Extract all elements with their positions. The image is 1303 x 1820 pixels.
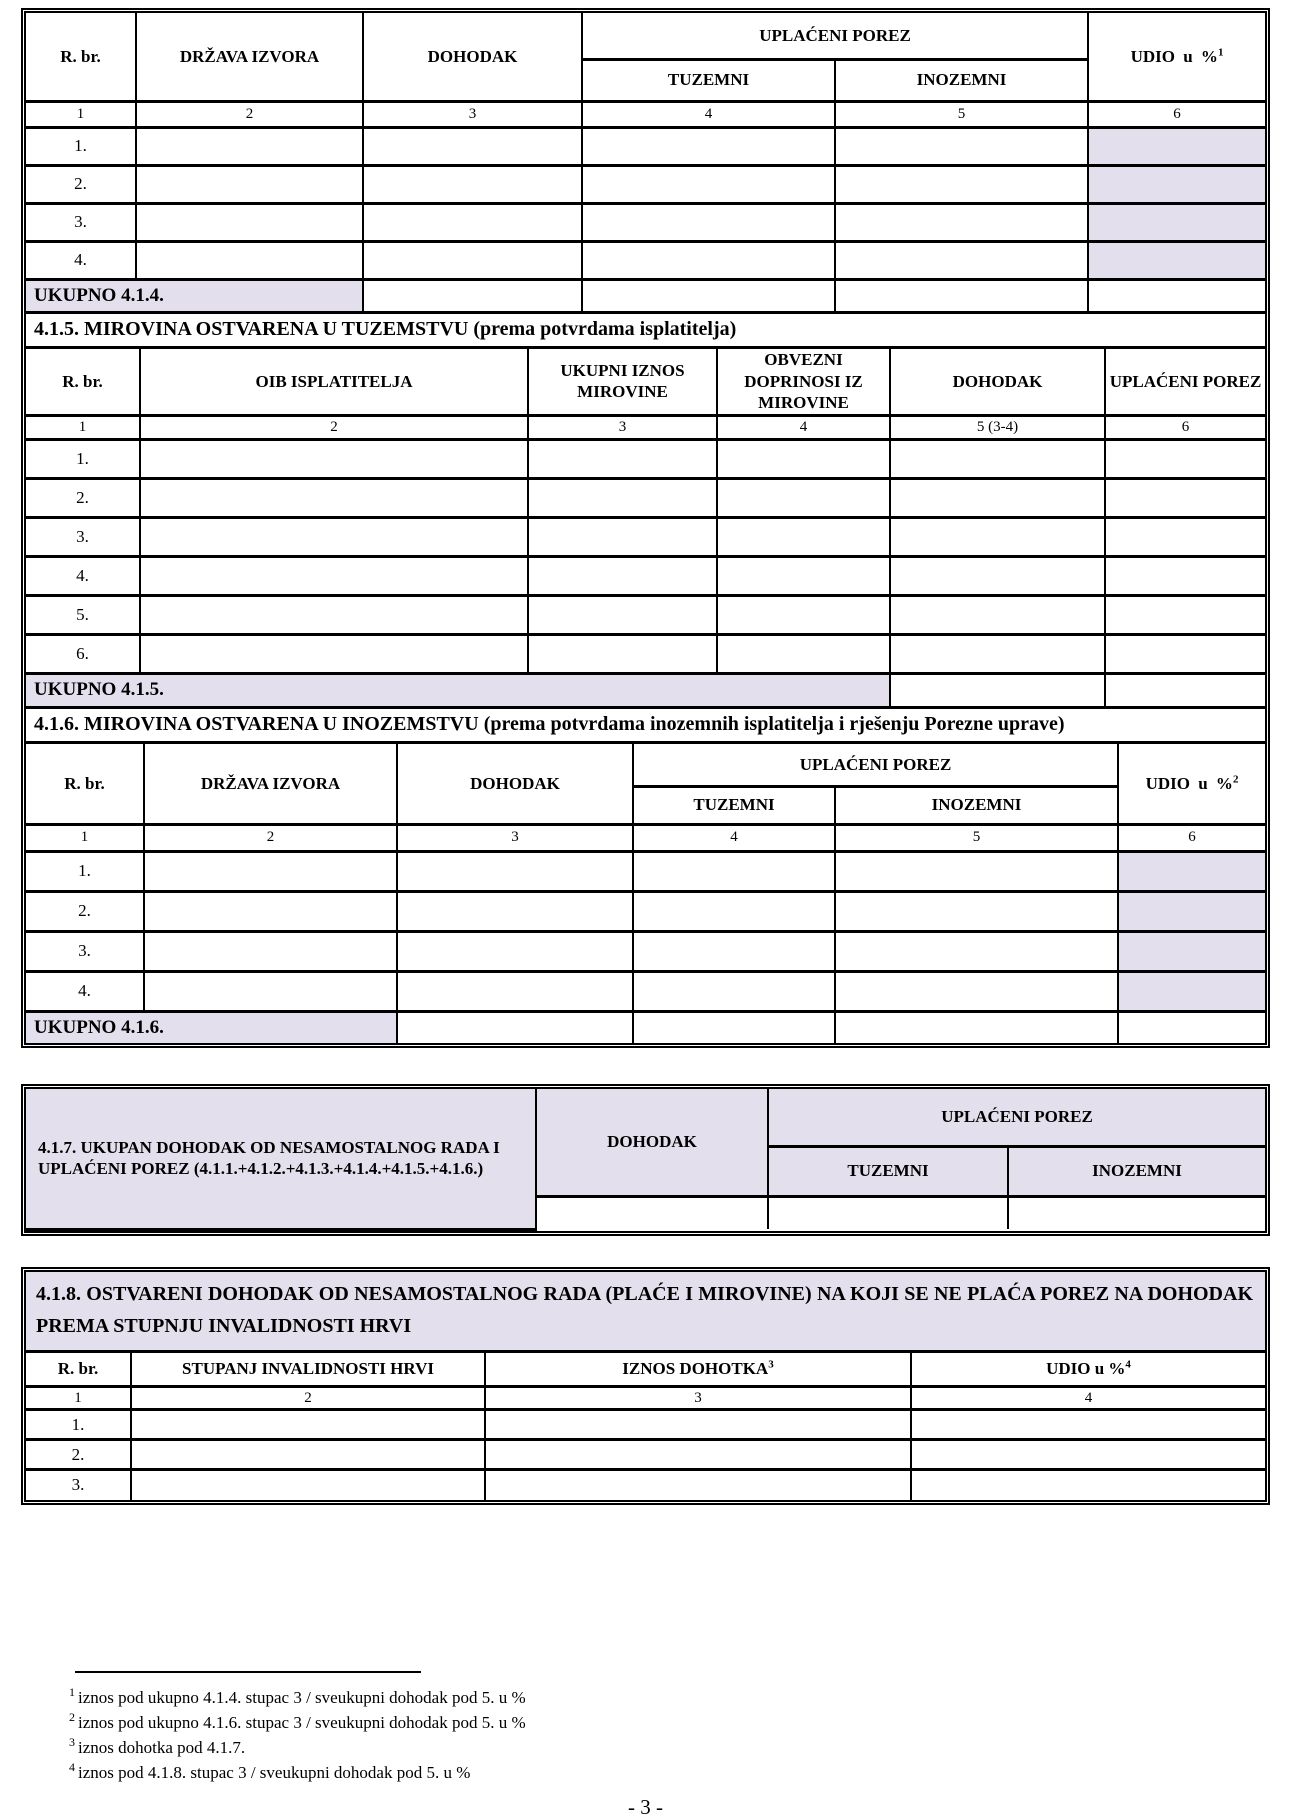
empty-data-cell <box>717 634 890 673</box>
empty-data-cell <box>528 634 717 673</box>
row-number-label: 4. <box>26 971 144 1011</box>
empty-data-cell <box>1105 556 1265 595</box>
column-header-inozemni: INOZEMNI <box>1008 1146 1265 1196</box>
column-number: 4 <box>582 101 835 127</box>
row-number-label: 2. <box>26 1440 131 1470</box>
column-header-rbr: R. br. <box>26 13 136 101</box>
empty-data-cell <box>835 203 1088 241</box>
column-header-drzava-izvora: DRŽAVA IZVORA <box>136 13 363 101</box>
row-number-label: 5. <box>26 595 140 634</box>
empty-data-cell <box>144 971 397 1011</box>
empty-data-cell <box>140 556 528 595</box>
shaded-udio-cell <box>1088 241 1265 279</box>
empty-data-cell <box>144 891 397 931</box>
empty-data-cell <box>397 971 633 1011</box>
footnote-text: iznos pod ukupno 4.1.6. stupac 3 / sveukupni dohodak pod 5. u % <box>78 1712 526 1732</box>
empty-data-cell <box>136 241 363 279</box>
total-label-416: UKUPNO 4.1.6. <box>26 1011 397 1043</box>
column-header-uplaceni-porez: UPLAĆENI POREZ <box>768 1089 1265 1146</box>
empty-data-cell <box>717 517 890 556</box>
column-header-udio <box>911 1353 1265 1387</box>
empty-data-cell <box>140 478 528 517</box>
shaded-udio-cell <box>1088 203 1265 241</box>
empty-data-cell <box>363 241 582 279</box>
footnote <box>69 1710 1270 1735</box>
footnote-marker-2: 2 <box>1232 772 1239 785</box>
empty-total-cell <box>397 1011 633 1043</box>
empty-data-cell <box>397 891 633 931</box>
column-header-uplaceni-porez: UPLAĆENI POREZ <box>1105 349 1265 415</box>
column-header-dohodak: DOHODAK <box>397 744 633 824</box>
footnote-text: iznos dohotka pod 4.1.7. <box>78 1737 246 1757</box>
footnote-marker-4: 4 <box>1125 1358 1131 1371</box>
page-number: - 3 - <box>628 1794 663 1819</box>
empty-data-cell <box>140 634 528 673</box>
column-header-inozemni: INOZEMNI <box>835 786 1118 824</box>
empty-data-cell <box>131 1410 485 1440</box>
empty-data-cell <box>136 127 363 165</box>
row-number-label: 1. <box>26 1410 131 1440</box>
empty-data-cell <box>140 517 528 556</box>
section-415-title: 4.1.5. MIROVINA OSTVARENA U TUZEMSTVU (prema potvrdama isplatitelja) <box>26 311 1265 349</box>
column-header-tuzemni: TUZEMNI <box>582 59 835 101</box>
column-header-inozemni: INOZEMNI <box>835 59 1088 101</box>
empty-data-cell <box>1105 517 1265 556</box>
empty-data-cell <box>717 439 890 478</box>
column-header-tuzemni: TUZEMNI <box>768 1146 1008 1196</box>
column-header-uplaceni-porez: UPLAĆENI POREZ <box>633 744 1118 786</box>
row-number-label: 3. <box>26 931 144 971</box>
empty-data-cell <box>144 851 397 891</box>
footnote-marker: 2 <box>69 1709 75 1724</box>
column-header-rbr: R. br. <box>26 744 144 824</box>
footnote-separator <box>75 1671 421 1673</box>
section-417-block <box>21 1084 1270 1236</box>
column-header-rbr: R. br. <box>26 1353 131 1387</box>
empty-data-cell <box>397 931 633 971</box>
total-label-415: UKUPNO 4.1.5. <box>26 673 890 706</box>
empty-data-cell <box>528 439 717 478</box>
empty-data-cell <box>363 127 582 165</box>
section-418-block <box>21 1267 1270 1505</box>
column-header-dohodak: DOHODAK <box>536 1089 768 1196</box>
row-number-label: 4. <box>26 241 136 279</box>
empty-total-cell <box>835 279 1088 311</box>
column-number: 1 <box>26 101 136 127</box>
empty-data-cell <box>911 1440 1265 1470</box>
udio-label: UDIO u % <box>1145 773 1233 793</box>
empty-data-cell <box>835 931 1118 971</box>
udio-label: UDIO u % <box>1130 46 1218 66</box>
empty-data-cell <box>633 971 835 1011</box>
row-number-label: 1. <box>26 851 144 891</box>
row-number-label: 3. <box>26 517 140 556</box>
shaded-udio-cell <box>1118 851 1265 891</box>
column-number: 1 <box>26 824 144 851</box>
column-header-rbr: R. br. <box>26 349 140 415</box>
column-number: 1 <box>26 415 140 439</box>
column-number: 4 <box>633 824 835 851</box>
section-418-title: 4.1.8. OSTVARENI DOHODAK OD NESAMOSTALNOG RADA (PLAĆE I MIROVINE) NA KOJI SE NE PLAĆA POREZ NA DOHODAK PREMA STUPNJU INVALIDNOSTI HRVI <box>26 1272 1265 1353</box>
empty-data-cell <box>890 517 1105 556</box>
empty-data-cell <box>140 595 528 634</box>
column-number: 4 <box>911 1387 1265 1410</box>
empty-data-cell <box>835 127 1088 165</box>
total-label-414: UKUPNO 4.1.4. <box>26 279 363 311</box>
column-number: 2 <box>136 101 363 127</box>
empty-data-cell <box>911 1470 1265 1500</box>
empty-data-cell <box>890 478 1105 517</box>
column-number: 6 <box>1088 101 1265 127</box>
column-header-obvezni-doprinosi: OBVEZNI DOPRINOSI IZ MIROVINE <box>717 349 890 415</box>
empty-data-cell <box>485 1410 911 1440</box>
row-number-label: 2. <box>26 165 136 203</box>
column-header-stupanj-invalidnosti: STUPANJ INVALIDNOSTI HRVI <box>131 1353 485 1387</box>
empty-data-cell <box>717 595 890 634</box>
row-number-label: 2. <box>26 891 144 931</box>
section-416-title: 4.1.6. MIROVINA OSTVARENA U INOZEMSTVU (prema potvrdama inozemnih isplatitelja i rješenju Porezne uprave) <box>26 706 1265 744</box>
empty-total-cell <box>1118 1011 1265 1043</box>
empty-data-cell <box>1105 634 1265 673</box>
shaded-udio-cell <box>1088 165 1265 203</box>
column-number: 5 (3-4) <box>890 415 1105 439</box>
footnotes <box>69 1685 1270 1785</box>
empty-total-cell <box>835 1011 1118 1043</box>
empty-data-cell <box>136 165 363 203</box>
section-414-416-block <box>21 8 1270 1048</box>
empty-data-cell <box>363 165 582 203</box>
column-header-udio <box>1088 13 1265 101</box>
empty-data-cell <box>633 891 835 931</box>
column-header-tuzemni: TUZEMNI <box>633 786 835 824</box>
empty-total-cell <box>890 673 1105 706</box>
empty-data-cell <box>835 241 1088 279</box>
empty-data-cell <box>633 851 835 891</box>
empty-data-cell <box>144 931 397 971</box>
column-number: 1 <box>26 1387 131 1410</box>
empty-data-cell <box>835 851 1118 891</box>
row-number-label: 4. <box>26 556 140 595</box>
empty-data-cell <box>485 1440 911 1470</box>
shaded-udio-cell <box>1118 971 1265 1011</box>
table-416 <box>26 744 1265 1043</box>
empty-total-cell <box>536 1196 768 1229</box>
footnote <box>69 1760 1270 1785</box>
empty-data-cell <box>528 595 717 634</box>
empty-data-cell <box>363 203 582 241</box>
shaded-udio-cell <box>1088 127 1265 165</box>
column-number: 2 <box>140 415 528 439</box>
column-number: 6 <box>1105 415 1265 439</box>
column-header-iznos-dohotka <box>485 1353 911 1387</box>
empty-data-cell <box>835 165 1088 203</box>
empty-data-cell <box>717 556 890 595</box>
empty-data-cell <box>890 439 1105 478</box>
row-number-label: 1. <box>26 439 140 478</box>
table-414 <box>26 13 1265 311</box>
empty-data-cell <box>633 931 835 971</box>
footnote <box>69 1735 1270 1760</box>
footnote-marker: 3 <box>69 1734 75 1749</box>
column-number: 4 <box>717 415 890 439</box>
empty-data-cell <box>911 1410 1265 1440</box>
row-number-label: 2. <box>26 478 140 517</box>
column-number: 3 <box>363 101 582 127</box>
table-417 <box>26 1089 1265 1231</box>
footnote-marker: 1 <box>69 1684 75 1699</box>
table-415 <box>26 349 1265 706</box>
empty-data-cell <box>582 127 835 165</box>
empty-data-cell <box>1105 595 1265 634</box>
iznos-label: IZNOS DOHOTKA <box>622 1359 769 1379</box>
empty-data-cell <box>890 556 1105 595</box>
empty-data-cell <box>582 241 835 279</box>
column-number: 3 <box>485 1387 911 1410</box>
column-header-dohodak: DOHODAK <box>363 13 582 101</box>
column-header-oib-isplatitelja: OIB ISPLATITELJA <box>140 349 528 415</box>
empty-data-cell <box>485 1470 911 1500</box>
row-number-label: 6. <box>26 634 140 673</box>
empty-data-cell <box>136 203 363 241</box>
empty-total-cell <box>768 1196 1008 1229</box>
empty-data-cell <box>528 517 717 556</box>
row-number-label: 1. <box>26 127 136 165</box>
footnote-marker: 4 <box>69 1759 75 1774</box>
column-number: 5 <box>835 824 1118 851</box>
empty-data-cell <box>528 478 717 517</box>
empty-data-cell <box>835 891 1118 931</box>
empty-data-cell <box>890 595 1105 634</box>
column-header-udio <box>1118 744 1265 824</box>
empty-data-cell <box>528 556 717 595</box>
empty-data-cell <box>835 971 1118 1011</box>
table-418 <box>26 1353 1265 1500</box>
row-number-label: 3. <box>26 1470 131 1500</box>
footnote <box>69 1685 1270 1710</box>
empty-total-cell <box>1008 1196 1265 1229</box>
column-header-ukupni-iznos-mirovine: UKUPNI IZNOS MIROVINE <box>528 349 717 415</box>
column-number: 6 <box>1118 824 1265 851</box>
shaded-udio-cell <box>1118 891 1265 931</box>
empty-data-cell <box>582 165 835 203</box>
empty-data-cell <box>140 439 528 478</box>
empty-data-cell <box>582 203 835 241</box>
empty-data-cell <box>131 1440 485 1470</box>
empty-data-cell <box>1105 439 1265 478</box>
footnote-text: iznos pod ukupno 4.1.4. stupac 3 / sveukupni dohodak pod 5. u % <box>78 1687 526 1707</box>
column-header-dohodak: DOHODAK <box>890 349 1105 415</box>
shaded-udio-cell <box>1118 931 1265 971</box>
row-number-label: 3. <box>26 203 136 241</box>
column-number: 5 <box>835 101 1088 127</box>
udio-label: UDIO u % <box>1046 1359 1126 1379</box>
empty-data-cell <box>717 478 890 517</box>
empty-data-cell <box>890 634 1105 673</box>
footnote-marker-3: 3 <box>768 1358 774 1371</box>
footnote-text: iznos pod 4.1.8. stupac 3 / sveukupni dohodak pod 5. u % <box>78 1762 471 1782</box>
column-number: 3 <box>528 415 717 439</box>
empty-data-cell <box>131 1470 485 1500</box>
empty-total-cell <box>1105 673 1265 706</box>
footnote-marker-1: 1 <box>1217 45 1224 58</box>
column-header-uplaceni-porez: UPLAĆENI POREZ <box>582 13 1088 59</box>
empty-data-cell <box>1105 478 1265 517</box>
column-number: 2 <box>144 824 397 851</box>
empty-total-cell <box>633 1011 835 1043</box>
column-number: 2 <box>131 1387 485 1410</box>
column-number: 3 <box>397 824 633 851</box>
empty-data-cell <box>397 851 633 891</box>
empty-total-cell <box>363 279 582 311</box>
empty-total-cell <box>582 279 835 311</box>
column-header-drzava-izvora: DRŽAVA IZVORA <box>144 744 397 824</box>
section-417-title: 4.1.7. UKUPAN DOHODAK OD NESAMOSTALNOG RADA I UPLAĆENI POREZ (4.1.1.+4.1.2.+4.1.3.+4.1.4.+4.1.5.+4.1.6.) <box>26 1089 536 1229</box>
empty-total-cell <box>1088 279 1265 311</box>
